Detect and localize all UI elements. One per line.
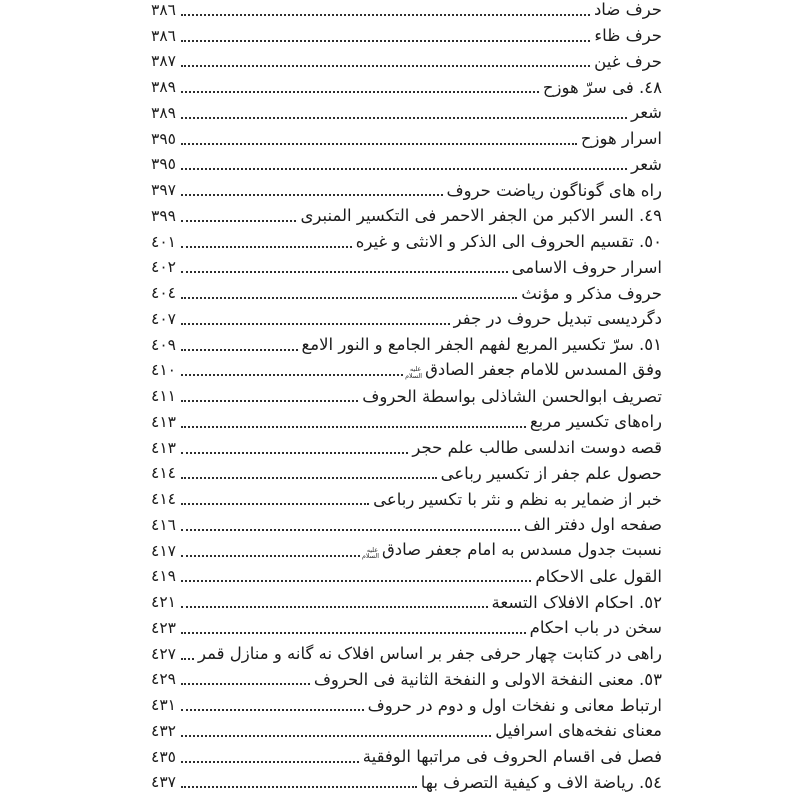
toc-row	[146, 770, 662, 796]
toc-entry-title: راهى در كتابت چهار حرفى جفر بر اساس افلاک نه گانه و منازل قمر	[198, 644, 662, 664]
toc-entry-title: شعر	[631, 154, 662, 174]
toc-row	[146, 177, 662, 203]
toc-entry-title: ٤٩. السر الاكبر من الجفر الاحمر فى التكسير المنبرى	[300, 206, 662, 226]
toc-entry-title: ٥٠. تقسيم الحروف الى الذكر و الانثى و غيره	[355, 232, 662, 252]
toc-entry-page-number: ٤٢٩	[151, 670, 176, 689]
dotted-leader	[181, 555, 360, 557]
toc-row	[146, 409, 662, 435]
toc-row	[146, 229, 662, 255]
toc-row	[146, 692, 662, 718]
toc-row	[146, 23, 662, 49]
toc-entry-page-number: ٤١٦	[151, 515, 176, 534]
toc-entry-title: حرف غين	[594, 51, 662, 71]
toc-row	[146, 0, 662, 23]
toc-entry-title: فصل فى اقسام الحروف فى مراتبها الوفقية	[362, 747, 662, 767]
toc-row	[146, 641, 662, 667]
toc-entry-page-number: ٤٠٢	[151, 258, 176, 277]
toc-entry-title: اسرار حروف الاسامى	[511, 257, 662, 277]
toc-entry-page-number: ٣٨٩	[151, 103, 176, 122]
toc-row	[146, 667, 662, 693]
dotted-leader	[181, 658, 194, 660]
dotted-leader	[181, 117, 627, 119]
toc-entry-page-number: ٤٢٣	[151, 618, 176, 637]
toc-entry-page-number: ٣٩٧	[151, 181, 176, 200]
toc-entry-page-number: ٤١٣	[151, 438, 176, 457]
toc-row	[146, 358, 662, 384]
dotted-leader	[181, 606, 488, 608]
toc-entry-page-number: ٤٢٧	[151, 644, 176, 663]
toc-entry-page-number: ٣٨٧	[151, 52, 176, 71]
toc-entry-page-number: ٤٠٤	[151, 284, 176, 303]
dotted-leader	[181, 297, 517, 299]
toc-row	[146, 255, 662, 281]
toc-entry-title: دگرديسى تبديل حروف در جفر	[453, 309, 662, 329]
toc-row	[146, 203, 662, 229]
alayhi-salam-honorific-symbol: عليه السلام	[405, 366, 423, 381]
toc-entry-title: نسبت جدول مسدس به امام جعفر صادقعليه السلام	[362, 540, 662, 561]
toc-entry-title: اسرار هوزح	[580, 129, 662, 149]
dotted-leader	[181, 14, 590, 16]
toc-row	[146, 744, 662, 770]
toc-row	[146, 280, 662, 306]
toc-entry-title: ٥٤. رياضة الاف و كيفية التصرف بها	[420, 772, 662, 792]
toc-entry-page-number: ٤١١	[151, 387, 176, 406]
toc-entry-page-number: ٣٩٥	[151, 129, 176, 148]
toc-entry-title: حصول علم جفر از تكسير رباعى	[440, 463, 662, 483]
toc-entry-title: ٥٣. معنى النفخة الاولى و النفخة الثانية فى الحروف	[313, 669, 662, 689]
toc-row	[146, 49, 662, 75]
toc-entry-page-number: ٤٢١	[151, 593, 176, 612]
dotted-leader	[181, 143, 577, 145]
toc-entry-title: ارتباط معانى و نفخات اول و دوم در حروف	[367, 695, 662, 715]
dotted-leader	[181, 323, 450, 325]
dotted-leader	[181, 735, 491, 737]
toc-entry-title: خبر از ضماير به نظم و نثر با تكسير رباعى	[373, 489, 662, 509]
dotted-leader	[181, 709, 364, 711]
toc-entry-title: راه‌های تكسير مربع	[529, 412, 662, 432]
toc-entry-page-number: ٤٣٧	[151, 773, 176, 792]
toc-row	[146, 74, 662, 100]
toc-entry-title: ٥١. سرّ تكسير المربع لفهم الجفر الجامع و النور الامع	[301, 335, 662, 355]
toc-row	[146, 332, 662, 358]
dotted-leader	[181, 477, 437, 479]
toc-entry-page-number: ٣٨٩	[151, 78, 176, 97]
toc-entry-page-number: ٤٠١	[151, 232, 176, 251]
dotted-leader	[181, 786, 417, 788]
toc-entry-title: شعر	[631, 103, 662, 123]
dotted-leader	[181, 194, 443, 196]
toc-row	[146, 512, 662, 538]
toc-entry-title: وفق المسدس للامام جعفر الصادقعليه السلام	[405, 360, 662, 381]
toc-row	[146, 383, 662, 409]
dotted-leader	[181, 529, 520, 531]
dotted-leader	[181, 374, 403, 376]
toc-row	[146, 100, 662, 126]
dotted-leader	[181, 349, 298, 351]
toc-row	[146, 538, 662, 564]
dotted-leader	[181, 271, 508, 273]
toc-entry-page-number: ٤١٧	[151, 541, 176, 560]
dotted-leader	[181, 580, 531, 582]
toc-entry-page-number: ٤٠٩	[151, 335, 176, 354]
toc-row	[146, 589, 662, 615]
toc-entry-page-number: ٣٩٩	[151, 206, 176, 225]
dotted-leader	[181, 761, 359, 763]
toc-entry-title: حروف مذكر و مؤنث	[521, 283, 662, 303]
dotted-leader	[181, 426, 526, 428]
toc-entry-page-number: ٣٩٥	[151, 155, 176, 174]
dotted-leader	[181, 452, 408, 454]
toc-row	[146, 306, 662, 332]
dotted-leader	[181, 168, 627, 170]
toc-entry-title: تصريف ابوالحسن الشاذلى بواسطة الحروف	[362, 386, 662, 406]
toc-entry-title: ٤٨. فى سرّ هوزح	[542, 77, 662, 97]
toc-entry-page-number: ٤١٠	[151, 361, 176, 380]
toc-entry-title: حرف ظاء	[594, 26, 662, 46]
dotted-leader	[181, 400, 358, 402]
dotted-leader	[181, 632, 526, 634]
toc-entry-title: قصه دوست اندلسى طالب علم حجر	[412, 438, 662, 458]
toc-entry-title: حرف ضاد	[593, 0, 662, 20]
dotted-leader	[181, 65, 590, 67]
toc-entry-page-number: ٣٨٦	[151, 0, 176, 19]
toc-row	[146, 486, 662, 512]
toc-entry-page-number: ٤٣٢	[151, 721, 176, 740]
toc-row	[146, 564, 662, 590]
toc-row	[146, 435, 662, 461]
toc-entry-page-number: ٤٣١	[151, 696, 176, 715]
dotted-leader	[181, 91, 539, 93]
toc-row	[146, 126, 662, 152]
toc-row	[146, 718, 662, 744]
dotted-leader	[181, 503, 369, 505]
toc-entry-title: راه های گوناگون رياضت حروف	[446, 180, 662, 200]
toc-entry-page-number: ٤١٩	[151, 567, 176, 586]
dotted-leader	[181, 220, 296, 222]
toc-entry-title: القول على الاحكام	[535, 566, 662, 586]
toc-entry-page-number: ٤١٤	[151, 490, 176, 509]
toc-entry-title: صفحه اول دفتر الف	[523, 515, 662, 535]
toc-row	[146, 615, 662, 641]
toc-entry-title: ٥٢. احكام الافلاک التسعة	[491, 592, 662, 612]
toc-entry-title: معناى نفخه‌های اسرافيل	[495, 721, 662, 741]
toc-entry-page-number: ٤١٤	[151, 464, 176, 483]
dotted-leader	[181, 246, 352, 248]
toc-row	[146, 461, 662, 487]
toc-entry-title: سخن در باب احكام	[529, 618, 662, 638]
toc-row	[146, 152, 662, 178]
toc-entry-page-number: ٣٨٦	[151, 26, 176, 45]
toc-entry-page-number: ٤٣٥	[151, 747, 176, 766]
toc-entry-page-number: ٤١٣	[151, 412, 176, 431]
toc-list	[146, 0, 662, 795]
toc-entry-page-number: ٤٠٧	[151, 309, 176, 328]
dotted-leader	[181, 40, 590, 42]
dotted-leader	[181, 683, 310, 685]
alayhi-salam-honorific-symbol: عليه السلام	[362, 546, 379, 561]
